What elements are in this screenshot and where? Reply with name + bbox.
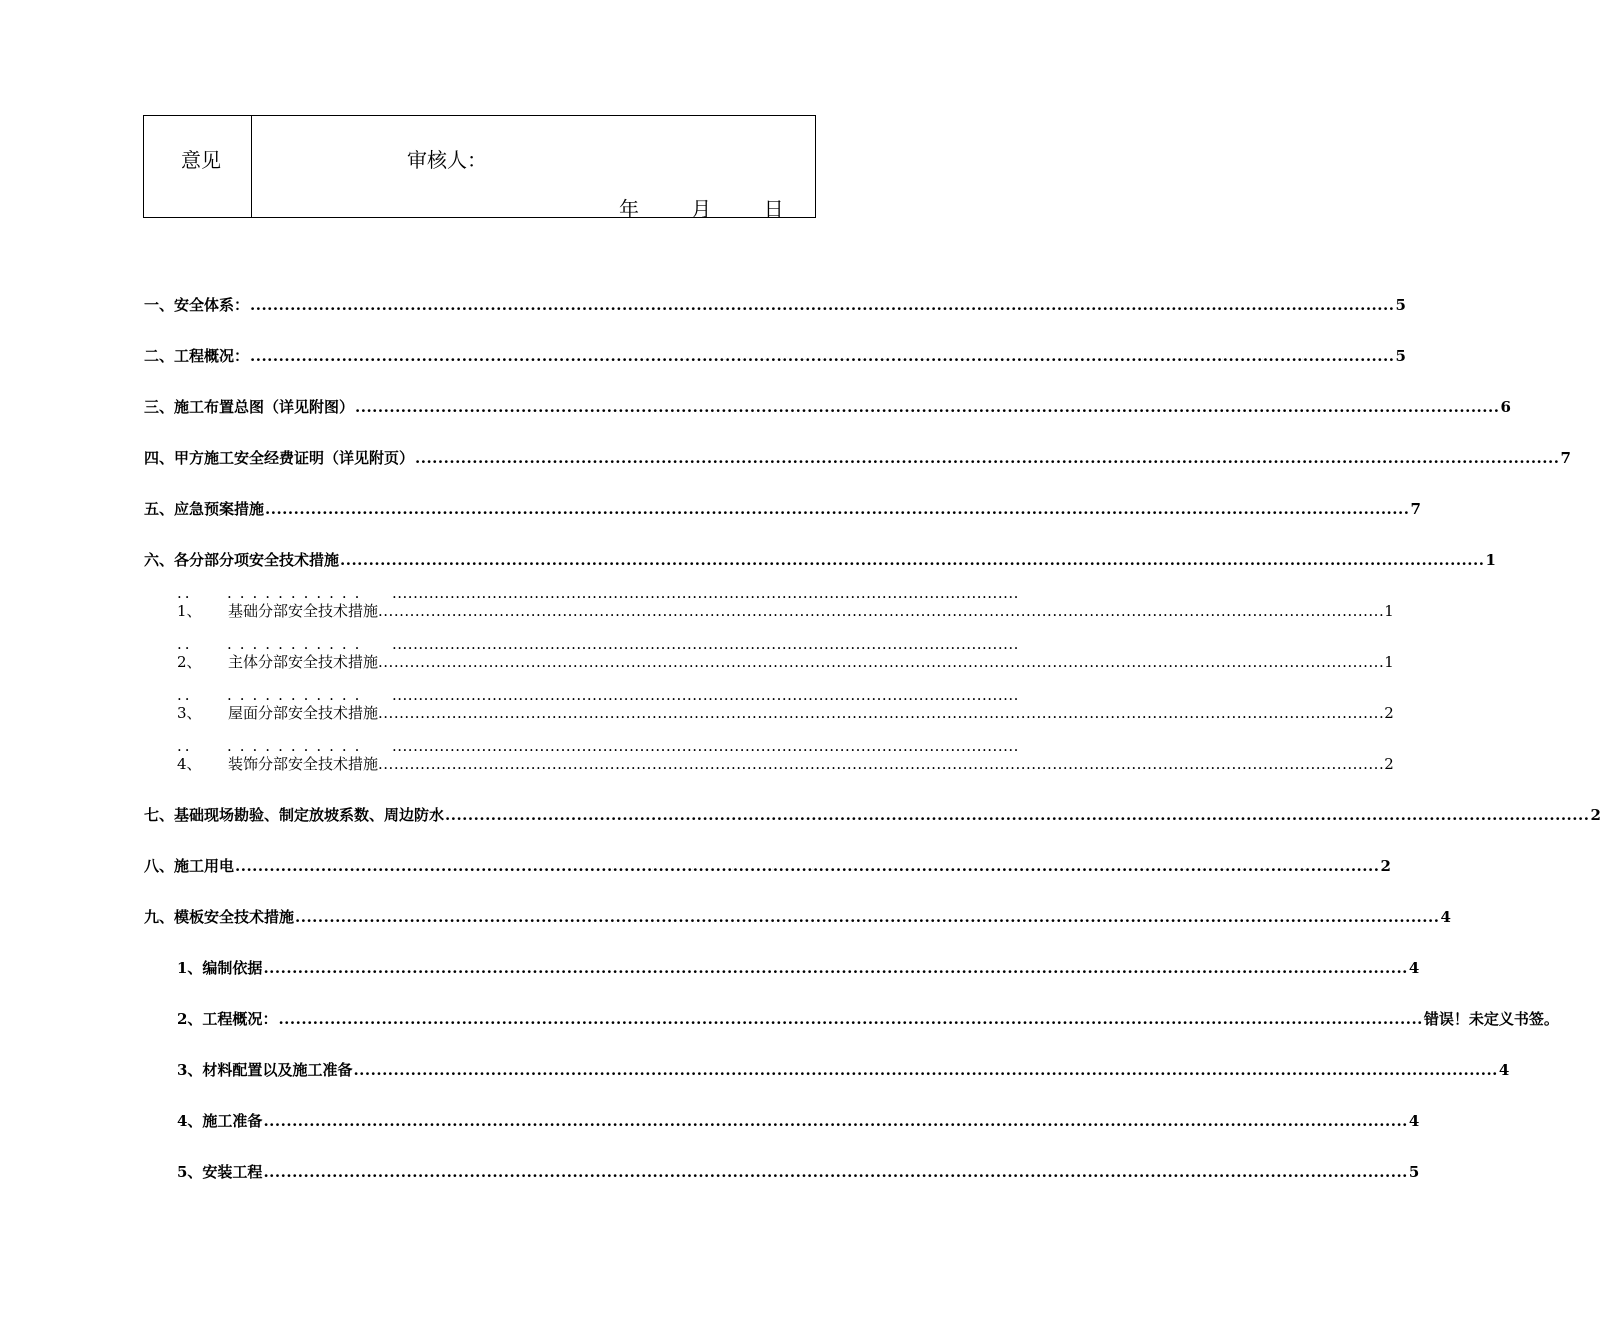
toc-sub-page: 1 xyxy=(1384,653,1394,671)
toc-entry-label: 三、施工布置总图（详见附图） xyxy=(144,398,355,416)
toc-leader xyxy=(250,296,1394,314)
day-label: 日 xyxy=(763,197,784,221)
dot-row-mid: ........... xyxy=(227,737,368,755)
toc-sub-label: 2、工程概况： xyxy=(177,1010,278,1028)
toc-sub-label: 装饰分部安全技术措施 xyxy=(228,755,379,773)
toc-entry-label: 五、应急预案措施 xyxy=(144,500,265,518)
dot-row-fill: ....................................................................................................................... xyxy=(392,686,1019,704)
toc-sub-label: 5、安装工程 xyxy=(177,1163,263,1181)
dot-row-lead: .. xyxy=(177,635,193,653)
toc-entry-label: 八、施工用电 xyxy=(144,857,235,875)
dot-row-mid: ........... xyxy=(227,635,368,653)
toc-sub-entry[interactable] xyxy=(177,686,1394,723)
toc-sub-num: 3、 xyxy=(177,704,202,722)
toc-sub-page: 5 xyxy=(1408,1163,1420,1181)
toc-leader xyxy=(378,755,1384,773)
dot-row-fill: ....................................................................................................................... xyxy=(392,635,1019,653)
dot-row-mid: ........... xyxy=(227,584,368,602)
toc-entry-page: 5 xyxy=(1395,347,1406,365)
toc-entry-label: 七、基础现场勘验、制定放坡系数、周边防水 xyxy=(144,806,445,824)
toc-entry-page: 4 xyxy=(1440,908,1451,926)
toc-entry-label: 六、各分部分项安全技术措施 xyxy=(144,551,340,569)
toc-leader xyxy=(353,1061,1497,1079)
toc-entry-page: 2 xyxy=(1590,806,1601,824)
toc-entry[interactable] xyxy=(144,855,1391,876)
toc-entry-page: 6 xyxy=(1500,398,1511,416)
month-label: 月 xyxy=(691,197,712,221)
toc-entry-label: 一、安全体系： xyxy=(144,296,250,314)
toc-entry[interactable] xyxy=(144,549,1496,570)
toc-entry-label: 四、甲方施工安全经费证明（详见附页） xyxy=(144,449,415,467)
toc-sub-label: 基础分部安全技术措施 xyxy=(228,602,379,620)
dot-row-mid: ........... xyxy=(227,686,368,704)
toc-entry[interactable] xyxy=(144,498,1421,519)
toc-leader xyxy=(378,704,1384,722)
dot-row xyxy=(177,635,1019,653)
toc-leader xyxy=(278,1010,1422,1028)
toc-sub-page: 2 xyxy=(1384,704,1394,722)
toc-entry[interactable] xyxy=(144,906,1451,927)
toc-leader xyxy=(340,551,1484,569)
toc-sub-page: 2 xyxy=(1384,755,1394,773)
dot-row xyxy=(177,584,1019,602)
dot-row xyxy=(177,737,1019,755)
toc-leader xyxy=(415,449,1559,467)
toc-entry[interactable] xyxy=(144,396,1511,417)
toc-sub-page: 4 xyxy=(1408,1112,1420,1130)
toc-entry-page: 7 xyxy=(1410,500,1421,518)
toc-sub-entry[interactable] xyxy=(177,584,1394,621)
toc-sub-num: 1、 xyxy=(177,602,202,620)
dot-row-lead: .. xyxy=(177,584,193,602)
toc-sub-entry[interactable] xyxy=(177,737,1394,774)
toc-sub-label: 4、施工准备 xyxy=(177,1112,263,1130)
toc-sub-entry[interactable] xyxy=(177,1059,1510,1080)
toc-leader xyxy=(265,500,1409,518)
dot-row-lead: .. xyxy=(177,686,193,704)
toc-entry[interactable] xyxy=(144,804,1601,825)
toc-leader xyxy=(250,347,1394,365)
toc-sub-page: 4 xyxy=(1408,959,1420,977)
toc-entry-label: 九、模板安全技术措施 xyxy=(144,908,295,926)
toc-entry[interactable] xyxy=(144,294,1406,315)
toc-sub-label: 3、材料配置以及施工准备 xyxy=(177,1061,353,1079)
toc-sub-label: 1、编制依据 xyxy=(177,959,263,977)
opinion-label: 意见 xyxy=(181,148,221,172)
toc-sub-entry[interactable] xyxy=(177,1008,1559,1029)
toc-leader xyxy=(235,857,1379,875)
approval-table xyxy=(143,115,816,221)
dot-row-fill: ....................................................................................................................... xyxy=(392,584,1019,602)
toc-entry-label: 二、工程概况： xyxy=(144,347,250,365)
toc-leader xyxy=(445,806,1589,824)
toc-sub-label: 主体分部安全技术措施 xyxy=(228,653,379,671)
toc-sub-entry[interactable] xyxy=(177,635,1394,672)
toc-sub-page: 4 xyxy=(1498,1061,1510,1079)
toc-leader xyxy=(263,1163,1407,1181)
dot-row-lead: .. xyxy=(177,737,193,755)
toc-entry-page: 2 xyxy=(1380,857,1391,875)
toc-entry-page: 5 xyxy=(1395,296,1406,314)
toc-sub-entry[interactable] xyxy=(177,1161,1420,1182)
toc-entry[interactable] xyxy=(144,447,1571,468)
toc-leader xyxy=(263,959,1407,977)
year-label: 年 xyxy=(619,197,639,221)
dot-row-fill: ....................................................................................................................... xyxy=(392,737,1019,755)
date-line xyxy=(619,193,784,222)
toc-entry-page: 1 xyxy=(1485,551,1496,569)
toc-sub-num: 2、 xyxy=(177,653,202,671)
toc-sub-label: 屋面分部安全技术措施 xyxy=(228,704,379,722)
toc-leader xyxy=(263,1112,1407,1130)
dot-row xyxy=(177,686,1019,704)
table-divider xyxy=(251,116,252,217)
toc-leader xyxy=(378,653,1384,671)
reviewer-label: 审核人： xyxy=(407,148,487,172)
toc-sub-entry[interactable] xyxy=(177,1110,1420,1131)
toc-sub-page-error: 错误！未定义书签。 xyxy=(1423,1010,1559,1028)
toc-leader xyxy=(355,398,1499,416)
toc-leader xyxy=(295,908,1439,926)
toc-entry[interactable] xyxy=(144,345,1406,366)
toc-sub-entry[interactable] xyxy=(177,957,1420,978)
toc-entry-page: 7 xyxy=(1560,449,1571,467)
toc-leader xyxy=(378,602,1384,620)
toc-sub-page: 1 xyxy=(1384,602,1394,620)
toc-sub-num: 4、 xyxy=(177,755,202,773)
